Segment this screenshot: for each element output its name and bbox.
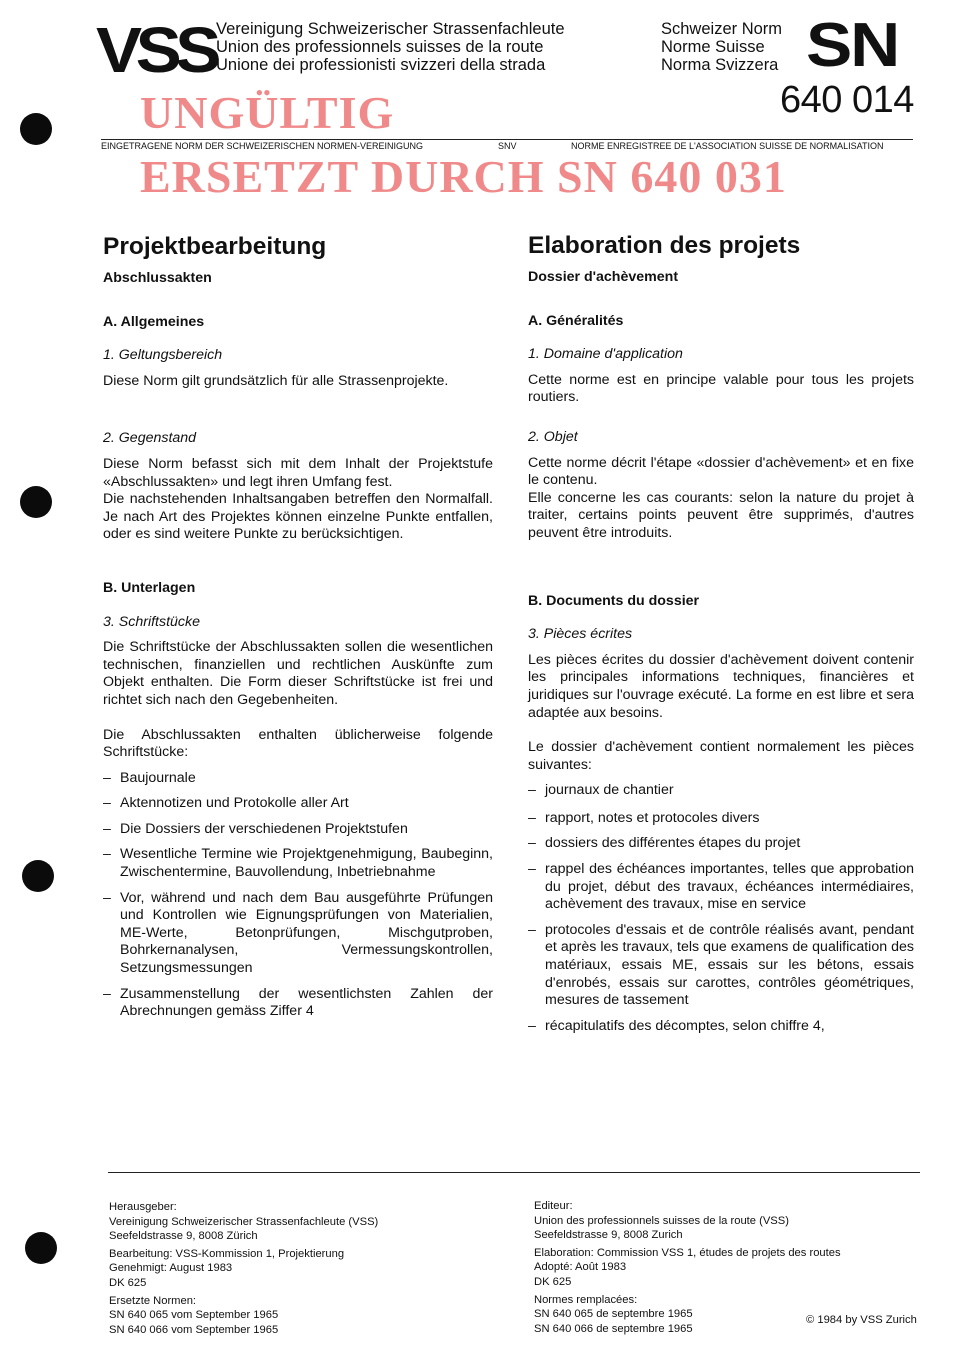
paragraph: Le dossier d'achèvement contient normalement les pièces suivantes:: [528, 739, 914, 773]
paragraph: Die nachstehenden Inhaltsangaben betreffen den Normalfall. Je nach Art des Projektes können einzelne Punkte entfallen, oder es sind weitere Punkte zu berücksichtigen.: [103, 491, 493, 543]
organisation-names: [216, 20, 565, 74]
list-item: – protocoles d'essais et de contrôle réalisés avant, pendant et après les travaux, tels que examens de qualification des matériaux, essais ME, essais sur les bétons, essais d'enrobés, essais sur carottes, contrôles géométriques, mesures de tassement: [528, 922, 914, 1010]
norm-type: [661, 20, 782, 74]
publisher-label: Editeur:: [534, 1200, 573, 1212]
page-title: Projektbearbeitung: [103, 233, 327, 260]
paragraph: Die Schriftstücke der Abschlussakten sollen die wesentlichen technischen, finanziellen und rechtlichen Auskünfte zum Objekt enthalten. Die Form dieser Schriftstücke ist frei und richtet sich nach den Gegebenheiten.: [103, 639, 493, 708]
copyright: © 1984 by VSS Zurich: [806, 1314, 917, 1326]
publisher-name: Union des professionnels suisses de la route (VSS): [534, 1214, 789, 1227]
list-item: – Baujournale: [103, 770, 493, 788]
list-item: – rappel des échéances importantes, telles que approbation du projet, début des travaux, échéances intermédiaires, achèvement des travaux, mise en service: [528, 861, 914, 914]
vss-logo: VSS: [96, 14, 215, 86]
section-heading: A. Généralités: [528, 312, 624, 329]
list-item: – Die Dossiers der verschiedenen Projektstufen: [103, 821, 493, 839]
publisher-label: Herausgeber:: [109, 1201, 177, 1213]
list-item: – Vor, während und nach dem Bau ausgeführte Prüfungen und Kontrollen wie Eignungsprüfungen von Materialien, ME-Werte, Betonprüfungen, Mischgutproben, Bohrkernanalysen, Vermessungskontrollen, Setzungsmessungen: [103, 890, 493, 978]
list-item: – Aktennotizen und Protokolle aller Art: [103, 795, 493, 813]
list-item: – journaux de chantier: [528, 782, 914, 800]
subsection-heading: 3. Pièces écrites: [528, 626, 633, 643]
norm-type-fr: Norme Suisse: [661, 38, 765, 56]
document-list: [528, 782, 914, 1035]
subsection-heading: 3. Schriftstücke: [103, 613, 200, 630]
list-item: – dossiers des différentes étapes du projet: [528, 835, 914, 853]
org-name-de: Vereinigung Schweizerischer Strassenfachleute: [216, 20, 565, 38]
processing-info: Elaboration: Commission VSS 1, études de projets des routes: [534, 1246, 841, 1259]
replaced-norm: SN 640 065 vom September 1965: [109, 1309, 279, 1322]
paragraph: Cette norme décrit l'étape «dossier d'achèvement» et en fixe le contenu.: [528, 454, 914, 489]
publisher-address: Seefeldstrasse 9, 8008 Zürich: [109, 1230, 258, 1243]
approval-date: Adopté: Août 1983: [534, 1261, 627, 1274]
publisher-address: Seefeldstrasse 9, 8008 Zurich: [534, 1229, 683, 1242]
page-subtitle: Dossier d'achèvement: [528, 269, 679, 285]
subsection-heading: 2. Gegenstand: [103, 430, 197, 447]
page-title: Elaboration des projets: [528, 232, 801, 259]
section-heading: B. Unterlagen: [103, 579, 196, 596]
registered-norm-fr: NORME ENREGISTREE DE L'ASSOCIATION SUISSE DE NORMALISATION: [571, 141, 884, 151]
replaced-norms-label: Normes remplacées:: [534, 1293, 638, 1306]
dk-code: DK 625: [109, 1276, 147, 1289]
punch-hole: [20, 486, 52, 518]
paragraph: Die Abschlussakten enthalten üblicherweise folgende Schriftstücke:: [103, 726, 493, 761]
replaced-norms-label: Ersetzte Normen:: [109, 1294, 197, 1307]
standard-number: 640 014: [780, 79, 914, 121]
replaced-norm: SN 640 066 de septembre 1965: [534, 1322, 693, 1335]
section-heading: A. Allgemeines: [103, 313, 205, 330]
registered-snv: SNV: [498, 141, 517, 151]
paragraph: Cette norme est en principe valable pour tous les projets routiers.: [528, 371, 914, 406]
registered-norm-de: EINGETRAGENE NORM DER SCHWEIZERISCHEN NORMEN-VEREINIGUNG: [101, 141, 424, 151]
french-column: [528, 232, 914, 1035]
subsection-heading: 1. Geltungsbereich: [103, 347, 223, 364]
paragraph: Diese Norm befasst sich mit dem Inhalt der Projektstufe «Abschlussakten» und legt ihren Umfang fest.: [103, 455, 493, 490]
approval-date: Genehmigt: August 1983: [109, 1262, 233, 1275]
processing-info: Bearbeitung: VSS-Kommission 1, Projektierung: [109, 1247, 345, 1260]
org-name-fr: Union des professionnels suisses de la route: [216, 38, 544, 56]
publisher-name: Vereinigung Schweizerischer Strassenfachleute (VSS): [109, 1215, 379, 1228]
document-list: [103, 770, 493, 1021]
paragraph: Les pièces écrites du dossier d'achèvement doivent contenir les principales informations techniques, financières et juridiques sur l'ouvrage exécuté. La forme en est libre et sera adaptée aux besoins.: [528, 651, 914, 721]
list-item: – récapitulatifs des décomptes, selon chiffre 4,: [528, 1018, 914, 1036]
punch-hole: [20, 113, 52, 145]
norm-type-de: Schweizer Norm: [661, 20, 783, 38]
org-name-it: Unione dei professionisti svizzeri della strada: [216, 56, 546, 74]
invalid-stamp: UNGÜLTIG: [140, 87, 395, 138]
punch-hole: [22, 860, 54, 892]
paragraph: Diese Norm gilt grundsätzlich für alle Strassenprojekte.: [103, 372, 449, 389]
replaced-by-stamp: ERSETZT DURCH SN 640 031: [140, 151, 787, 202]
list-item: – Zusammenstellung der wesentlichsten Zahlen der Abrechnungen gemäss Ziffer 4: [103, 986, 493, 1021]
footer-divider: [108, 1172, 920, 1173]
subsection-heading: 1. Domaine d'application: [528, 346, 683, 363]
page-subtitle: Abschlussakten: [103, 270, 212, 286]
list-item: – Wesentliche Termine wie Projektgenehmigung, Baubeginn, Zwischentermine, Bauvollendung, Inbetriebnahme: [103, 846, 493, 881]
subsection-heading: 2. Objet: [528, 428, 578, 445]
list-item: – rapport, notes et protocoles divers: [528, 810, 914, 828]
punch-hole: [25, 1232, 57, 1264]
dk-code: DK 625: [534, 1275, 572, 1288]
header-divider: [101, 139, 913, 140]
paragraph: Elle concerne les cas courants: selon la nature du projet à traiter, certains points peuvent être supprimés, d'autres peuvent être introduits.: [528, 489, 914, 541]
replaced-norm: SN 640 066 vom September 1965: [109, 1323, 279, 1336]
norm-type-it: Norma Svizzera: [661, 56, 779, 74]
section-heading: B. Documents du dossier: [528, 592, 700, 609]
replaced-norm: SN 640 065 de septembre 1965: [534, 1308, 693, 1321]
sn-logo: SN: [806, 11, 898, 80]
german-column: [103, 233, 493, 1021]
footer-imprint-de: [109, 1200, 509, 1337]
